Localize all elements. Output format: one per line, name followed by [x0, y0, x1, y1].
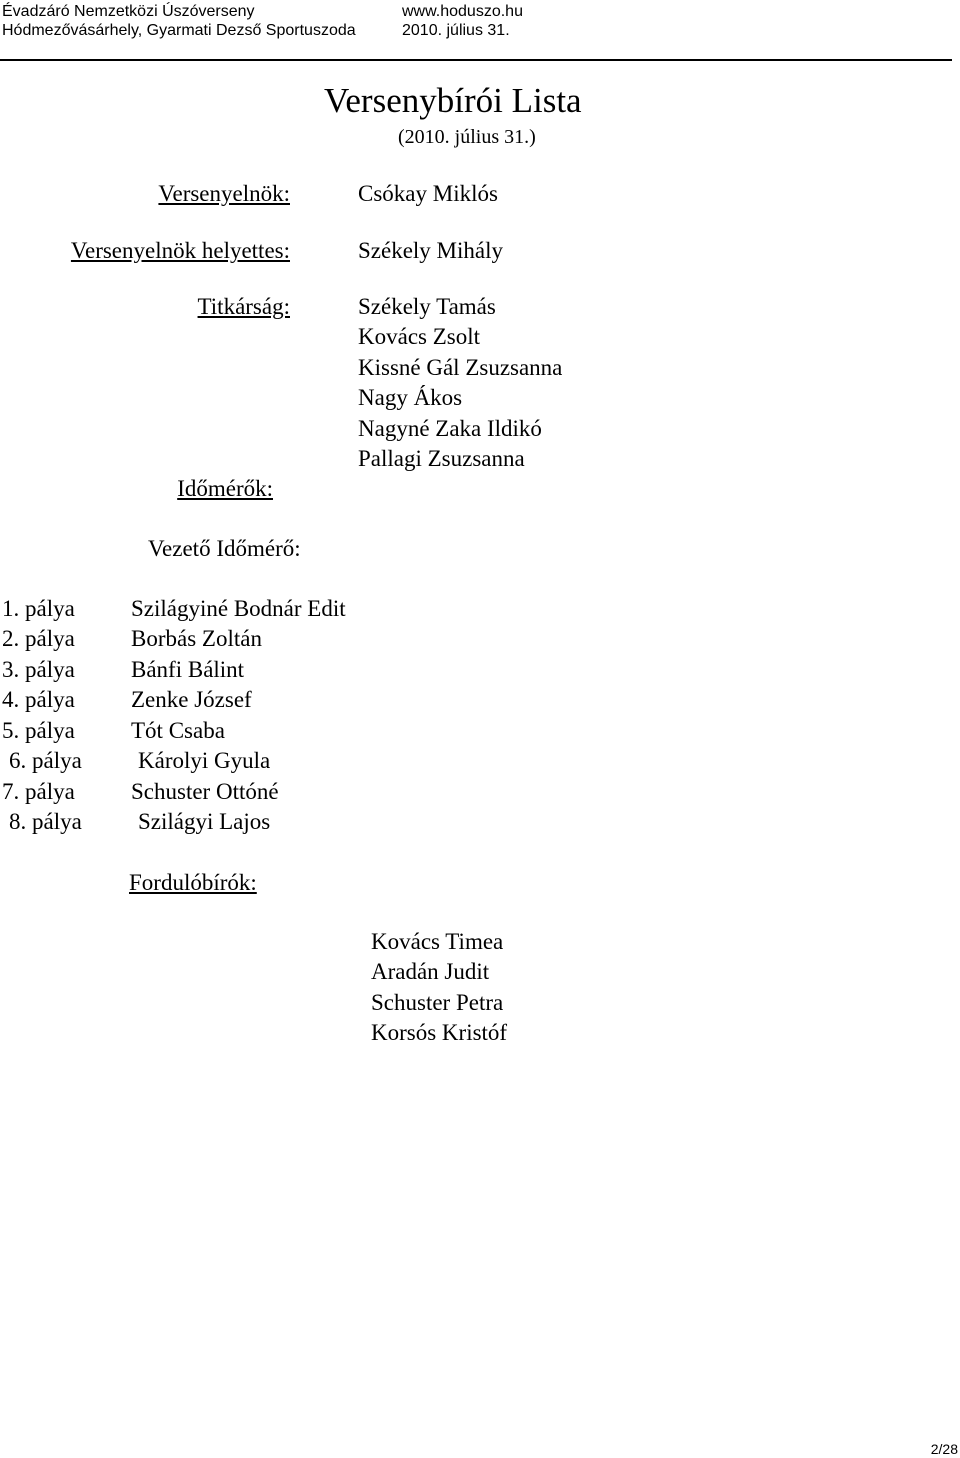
secretariat-name: Nagyné Zaka Ildikó [358, 415, 542, 441]
turn-judges-list [371, 927, 507, 1049]
lane-timekeeper: Szilágyiné Bodnár Edit [131, 596, 346, 621]
turn-judge-name: Korsós Kristóf [371, 1020, 508, 1046]
deputy-label: Versenyelnök helyettes: [70, 238, 290, 263]
lane-timekeeper: Schuster Ottóné [131, 779, 279, 804]
lane-timekeeper: Tót Csaba [131, 718, 225, 743]
header-date: 2010. július 31. [402, 22, 510, 39]
lane-label: 6. pálya [9, 748, 82, 773]
lane-label: 8. pálya [9, 809, 82, 834]
page-number: 2/28 [930, 1441, 958, 1457]
header-rule [0, 59, 952, 61]
lane-label: 4. pálya [2, 687, 75, 712]
lane-label: 2. pálya [2, 626, 75, 651]
head-timekeeper-label: Vezető Időmérő: [148, 536, 301, 561]
secretariat-name: Kissné Gál Zsuzsanna [358, 354, 563, 380]
lane-label: 3. pálya [2, 657, 75, 682]
lane-timekeeper: Károlyi Gyula [138, 748, 271, 773]
secretariat-list [358, 292, 562, 474]
lane-timekeeper: Zenke József [131, 687, 252, 712]
lane-label: 1. pálya [2, 596, 75, 621]
page-subtitle: (2010. július 31.) [398, 126, 536, 148]
header-venue: Hódmezővásárhely, Gyarmati Dezső Sportuszoda [2, 22, 356, 39]
secretariat-name: Nagy Ákos [358, 385, 463, 411]
chair-label: Versenyelnök: [158, 181, 290, 206]
chair-name: Csókay Miklós [358, 181, 498, 206]
timekeepers-label: Időmérők: [177, 476, 273, 501]
lane-timekeeper: Szilágyi Lajos [138, 809, 271, 834]
turn-judges-label: Fordulóbírók: [129, 870, 257, 895]
lane-timekeeper: Bánfi Bálint [131, 657, 245, 682]
page-title: Versenybírói Lista [324, 81, 582, 120]
turn-judge-name: Kovács Timea [371, 929, 504, 954]
turn-judge-name: Schuster Petra [371, 989, 504, 1015]
secretariat-name: Kovács Zsolt [358, 324, 481, 350]
lane-label: 7. pálya [2, 779, 75, 804]
lane-timekeeper: Borbás Zoltán [131, 626, 262, 651]
deputy-name: Székely Mihály [358, 238, 503, 263]
turn-judge-name: Aradán Judit [371, 959, 490, 985]
secretariat-label: Titkárság: [197, 294, 290, 319]
header-event: Évadzáró Nemzetközi Úszóverseny [2, 3, 255, 20]
secretariat-name: Székely Tamás [358, 294, 496, 319]
header-website[interactable]: www.hoduszo.hu [402, 3, 523, 20]
lane-label: 5. pálya [2, 718, 75, 743]
secretariat-name: Pallagi Zsuzsanna [358, 446, 525, 472]
